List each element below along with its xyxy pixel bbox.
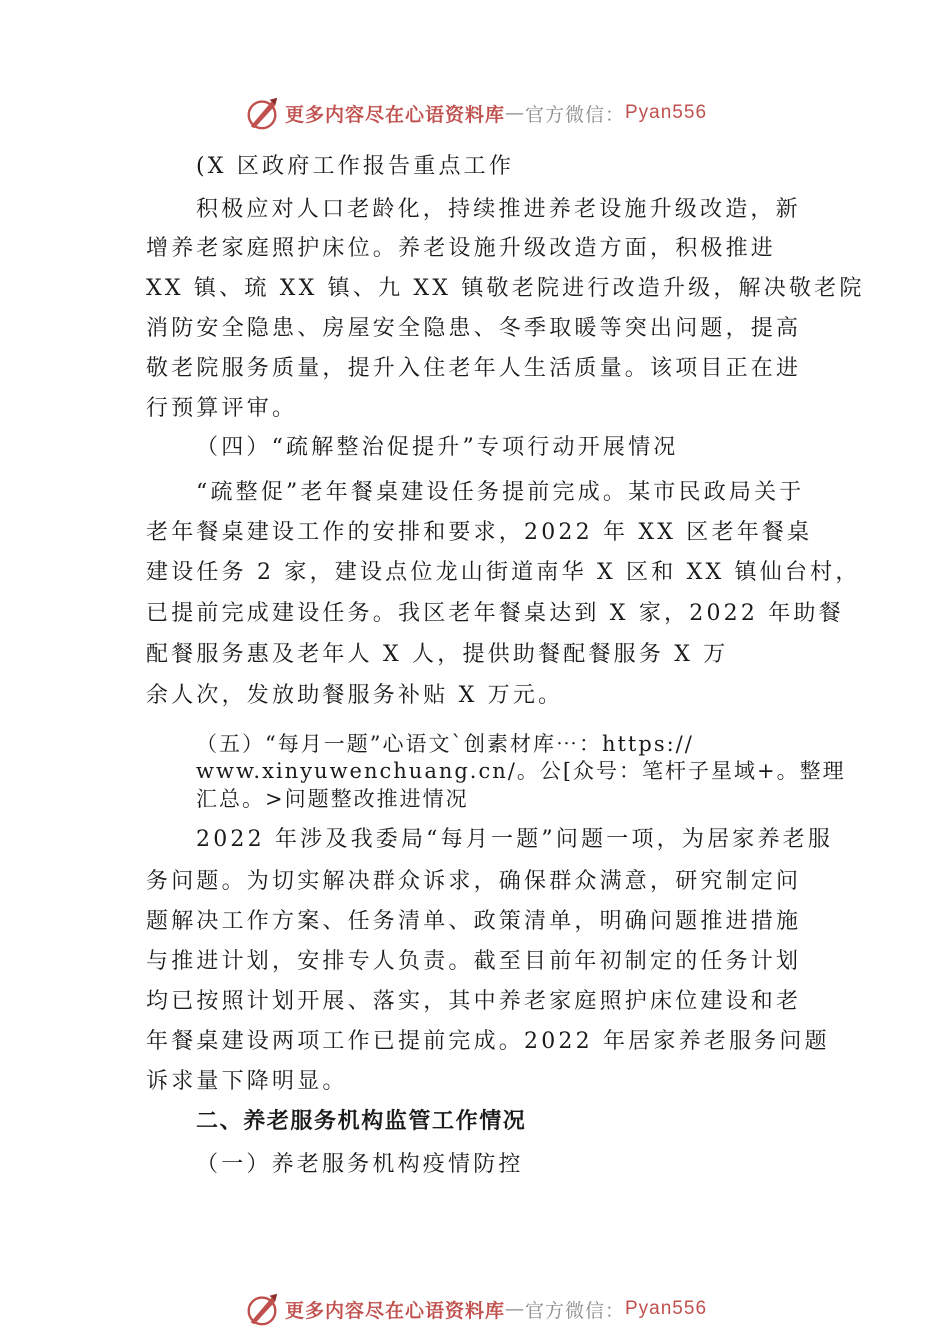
paragraph-line: 已提前完成建设任务。我区老年餐桌达到 X 家，2022 年助餐 bbox=[146, 601, 844, 626]
paragraph-line: 配餐服务惠及老年人 X 人，提供助餐配餐服务 X 万 bbox=[146, 642, 729, 667]
section-heading: 汇总。>问题整改推进情况 bbox=[196, 787, 469, 811]
section-heading: （四）“疏解整治促提升”专项行动开展情况 bbox=[196, 435, 679, 460]
banner-wechat-label: 官方微信： bbox=[524, 103, 625, 126]
banner-separator: — bbox=[504, 102, 525, 124]
paragraph-line: 务问题。为切实解决群众诉求，确保群众满意，研究制定问 bbox=[146, 869, 802, 894]
paragraph-line: 增养老家庭照护床位。养老设施升级改造方面，积极推进 bbox=[146, 236, 777, 261]
paragraph-line: 积极应对人口老龄化，持续推进养老设施升级改造，新 bbox=[196, 197, 801, 222]
paragraph-line: 年餐桌建设两项工作已提前完成。2022 年居家养老服务问题 bbox=[146, 1029, 830, 1054]
paragraph-line: 均已按照计划开展、落实，其中养老家庭照护床位建设和老 bbox=[146, 989, 802, 1014]
paragraph-line: 老年餐桌建设工作的安排和要求，2022 年 XX 区老年餐桌 bbox=[146, 520, 813, 545]
banner-wechat-id: Pyan556 bbox=[625, 1298, 708, 1319]
chapter-heading: 二、养老服务机构监管工作情况 bbox=[196, 1109, 527, 1134]
paragraph-line: 诉求量下降明显。 bbox=[146, 1069, 348, 1094]
header-banner bbox=[0, 93, 950, 133]
paragraph-line: 余人次，发放助餐服务补贴 X 万元。 bbox=[146, 683, 564, 708]
paragraph-line: “疏整促”老年餐桌建设任务提前完成。某市民政局关于 bbox=[196, 480, 805, 505]
banner-site-name: 更多内容尽在心语资料库 bbox=[284, 103, 505, 126]
section-heading: （一）养老服务机构疫情防控 bbox=[196, 1152, 524, 1177]
section-heading: (X 区政府工作报告重点工作 bbox=[196, 154, 515, 179]
watermark-url-line: www.xinyuwenchuang.cn/。公[众号：笔杆子星域+。整理 bbox=[196, 759, 846, 783]
banner-wechat-id: Pyan556 bbox=[625, 102, 708, 123]
quill-pen-seal-icon bbox=[243, 94, 281, 132]
section-heading: （五）“每月一题”心语文`创素材库⋯：https:// bbox=[196, 732, 694, 756]
paragraph-line: 敬老院服务质量，提升入住老年人生活质量。该项目正在进 bbox=[146, 356, 802, 381]
paragraph-line: 行预算评审。 bbox=[146, 396, 298, 421]
paragraph-line: 2022 年涉及我委局“每月一题”问题一项，为居家养老服 bbox=[196, 827, 834, 852]
banner-site-name: 更多内容尽在心语资料库 bbox=[284, 1299, 505, 1322]
banner-wechat-label: 官方微信： bbox=[524, 1299, 625, 1322]
quill-pen-seal-icon bbox=[243, 1290, 281, 1328]
banner-separator: — bbox=[504, 1298, 525, 1320]
paragraph-line: XX 镇、琉 XX 镇、九 XX 镇敬老院进行改造升级，解决敬老院 bbox=[146, 276, 865, 301]
footer-banner bbox=[0, 1289, 950, 1329]
paragraph-line: 消防安全隐患、房屋安全隐患、冬季取暖等突出问题，提高 bbox=[146, 316, 802, 341]
paragraph-line: 题解决工作方案、任务清单、政策清单，明确问题推进措施 bbox=[146, 909, 802, 934]
paragraph-line: 与推进计划，安排专人负责。截至目前年初制定的任务计划 bbox=[146, 949, 802, 974]
paragraph-line: 建设任务 2 家，建设点位龙山街道南华 X 区和 XX 镇仙台村， bbox=[146, 560, 861, 585]
